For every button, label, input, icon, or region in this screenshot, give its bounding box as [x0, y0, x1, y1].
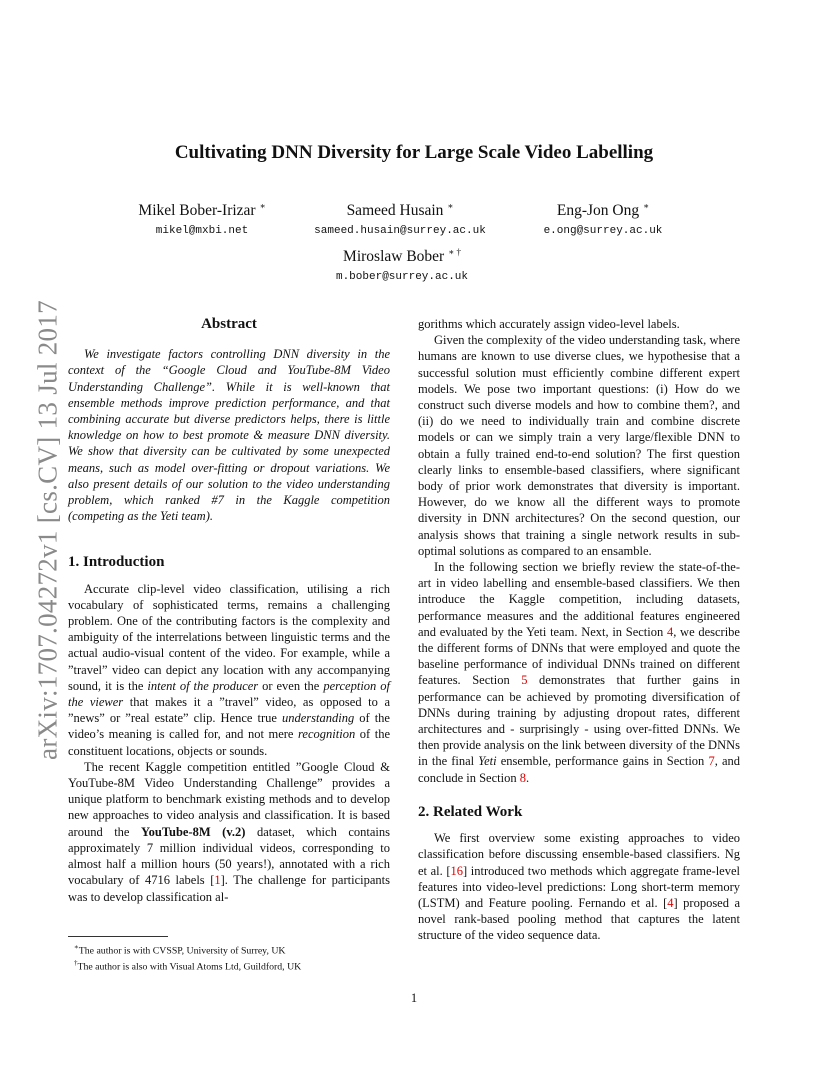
- author-email: e.ong@surrey.ac.uk: [543, 225, 663, 238]
- section-link[interactable]: 7: [708, 754, 715, 769]
- footnote: †The author is also with Visual Atoms Ltd, Guildford, UK: [74, 959, 302, 973]
- section-link[interactable]: 4: [666, 624, 674, 639]
- footnotes: [68, 936, 390, 974]
- author-email: m.bober@surrey.ac.uk: [335, 271, 469, 284]
- author-email: sameed.husain@surrey.ac.uk: [314, 225, 486, 238]
- author-mark: ∗: [642, 201, 650, 211]
- author-mark: ∗: [447, 201, 454, 211]
- left-column: [68, 316, 390, 905]
- intro-paragraph: The recent Kaggle competition entitled ”Google Cloud & YouTube-8M Video Understanding Challenge” provides a unique platform to benchmark existing methods and to develop new approaches to video analysis and classification. It is based around the YouTube-8M (v.2) dataset, which contains approximately 7 million individual videos, corresponding to almost half a million hours (50 years!), annotated with a rich vocabulary of 4716 labels [1]. The challenge for participants was to develop classification al-: [68, 759, 390, 904]
- body-paragraph: Given the complexity of the video understanding task, where humans are known to use diverse clues, we hypothesise that a successful solution must efficiently combine different expert models. We pose two important questions: (i) How do we construct such diverse models and how to combine them?, and (ii) do we need to individually train and combine discrete models or can we simply train a very large/flexible DNN to obtain a fully trained end-to-end solution? The first question clearly links to ensemble-based classifiers, where significant body of prior work demonstrates that diversity is important. However, do we know all the different ways to promote diversity in DNN architectures? On the second question, our analysis shows that training a single network results in sub-optimal solutions as compared to an ensamble.: [418, 333, 740, 558]
- body-paragraph: gorithms which accurately assign video-level labels.: [418, 317, 680, 331]
- citation-link[interactable]: 1: [214, 873, 221, 888]
- citation-link[interactable]: 16: [450, 863, 464, 878]
- section-link[interactable]: 8: [519, 770, 526, 785]
- intro-paragraph: Accurate clip-level video classification, utilising a rich vocabulary of sophisticated terms, remains a challenging problem. One of the contributing factors is the complexity and ambiguity of the interrelations between linguistic terms and the actual audio-visual content of the video. For example, while a ”travel” video can depict any location with any accompanying sound, it is the intent of the producer or even the perception of the viewer that makes it a ”travel” video, as opposed to a ”news” or ”real estate” clip. Hence true understanding of the video’s meaning is called for, and not mere recognition of the constituent locations, objects or sounds.: [68, 581, 391, 758]
- author-block: [483, 196, 723, 239]
- page-number: 1: [410, 991, 418, 1005]
- footnote: ∗The author is with CVSSP, University of Surrey, UK: [74, 943, 286, 957]
- section-heading-related-work: 2. Related Work: [418, 803, 523, 820]
- arxiv-stamp: arXiv:1707.04272v1 [cs.CV] 13 Jul 2017: [32, 300, 63, 760]
- section-heading-introduction: 1. Introduction: [68, 554, 165, 571]
- abstract-text: We investigate factors controlling DNN diversity in the context of the “Google Cloud and YouTube-8M Video Understanding Challenge”. While it is well-known that ensemble methods improve prediction performance, and that combining accurate but diverse predictors helps, there is little knowledge on how to best promote & measure DNN diversity. We show that diversity can be cultivated by some unexpected means, such as model over-fitting or dropout variations. We also present details of our solution to the video understanding problem, which ranked #7 in the Kaggle competition (competing as the Yeti team).: [68, 347, 390, 524]
- author-name: Sameed Husain: [346, 202, 444, 220]
- author-name: Mikel Bober-Irizar: [138, 202, 256, 220]
- body-paragraph: In the following section we briefly review the state-of-the-art in video labelling and ensemble-based classifiers. We then introduce the Kaggle competition, including datasets, performance measures and the additional features engineered and evaluated by the Yeti team. Next, in Section 4, we describe the different forms of DNNs that were employed and quote the baseline performance of individual DNNs trained on different features. Section 5 demonstrates that further gains in performance can be achieved by promoting diversification of DNNs during training by adjusting dropout rates, different architectures and - surprisingly - using over-fitted DNNs. We then provide analysis on the link between diversity of the DNNs in the final Yeti ensemble, performance gains in Section 7, and conclude in Section 8.: [418, 560, 740, 785]
- right-column: [418, 316, 740, 944]
- citation-link[interactable]: 4: [667, 895, 674, 910]
- abstract-heading: Abstract: [201, 316, 257, 332]
- author-mark: ∗ †: [448, 247, 461, 257]
- author-name: Eng-Jon Ong: [556, 202, 640, 220]
- body-paragraph: We first overview some existing approaches to video classification before discussing ensemble-based classifiers. Ng et al. [16] introduced two methods which aggregate frame-level features into video-level predictions: Long short-term memory (LSTM) and Feature pooling. Fernando et al. [4] proposed a novel rank-based pooling method that captures the latent structure of the video sequence data.: [418, 831, 740, 943]
- section-link[interactable]: 5: [521, 673, 528, 688]
- author-name: Miroslaw Bober: [343, 248, 445, 266]
- footnote-rule: [68, 936, 168, 937]
- author-mark: ∗: [259, 201, 266, 211]
- paper-title: Cultivating DNN Diversity for Large Scale Video Labelling: [174, 142, 654, 163]
- author-block: [282, 242, 522, 285]
- author-email: mikel@mxbi.net: [155, 225, 249, 238]
